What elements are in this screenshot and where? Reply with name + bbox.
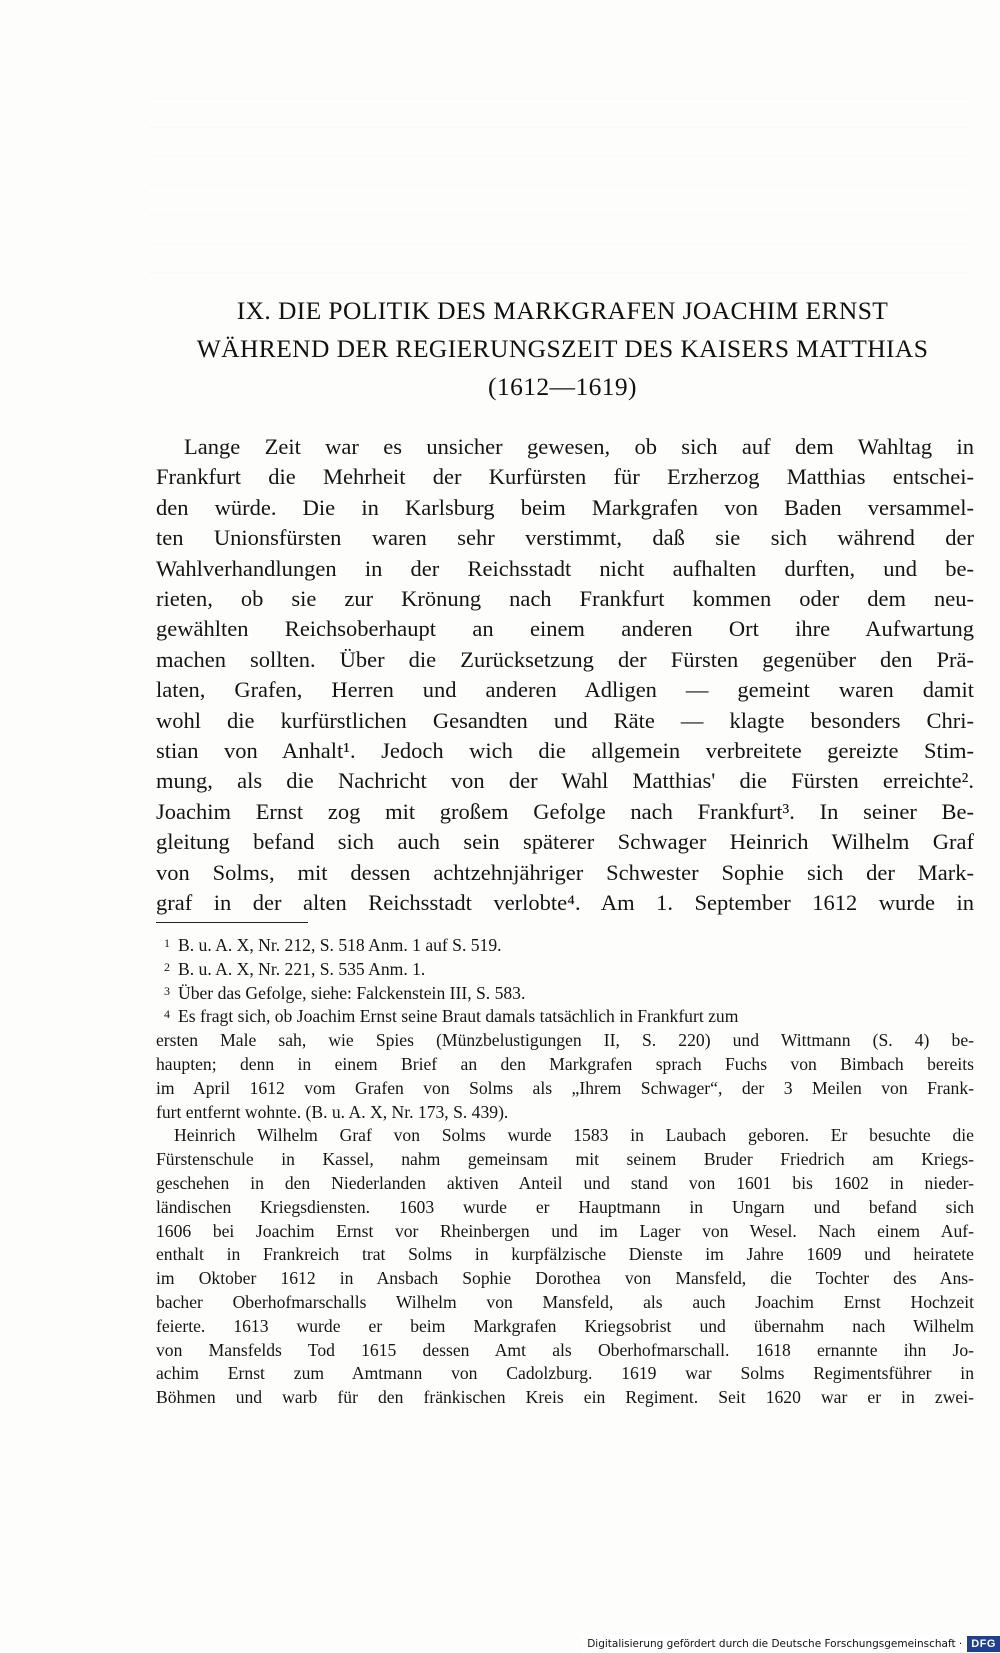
body-line: laten, Grafen, Herren und anderen Adligen — gemeint waren damit xyxy=(156,677,974,703)
footnote-line: achim Ernst zum Amtmann von Cadolzburg. 1619 war Solms Regimentsführer in xyxy=(156,1363,974,1384)
body-paragraph xyxy=(156,432,974,919)
footnotes xyxy=(156,934,974,1410)
body-line: rieten, ob sie zur Krönung nach Frankfurt kommen oder dem neu- xyxy=(156,586,974,612)
footnote-line: geschehen in den Niederlanden aktiven Anteil und stand von 1601 bis 1602 in nieder- xyxy=(156,1172,974,1193)
footnote-line: Fürstenschule in Kassel, nahm gemeinsam mit seinem Bruder Friedrich am Kriegs- xyxy=(156,1149,974,1170)
footnote-text: B. u. A. X, Nr. 221, S. 535 Anm. 1. xyxy=(178,958,426,979)
body-line: gewählten Reichsoberhaupt an einem anderen Ort ihre Aufwartung xyxy=(156,616,974,642)
footnote-number: 3 xyxy=(164,983,170,998)
chapter-title-line-2: WÄHREND DER REGIERUNGSZEIT DES KAISERS MATTHIAS xyxy=(196,334,929,363)
footnote-number: 2 xyxy=(164,959,170,974)
digitization-credit-bar xyxy=(581,1635,1000,1653)
body-line: Lange Zeit war es unsicher gewesen, ob sich auf dem Wahltag in xyxy=(184,434,974,459)
footnote-line: Böhmen und warb für den fränkischen Kreis ein Regiment. Seit 1620 war er in zwei- xyxy=(156,1387,974,1408)
footnote-text: Über das Gefolge, siehe: Falckenstein III, S. 583. xyxy=(178,982,526,1003)
footnote-3 xyxy=(156,982,974,1006)
chapter-title-line-1: IX. DIE POLITIK DES MARKGRAFEN JOACHIM ERNST xyxy=(236,296,889,325)
body-line: Wahlverhandlungen in der Reichsstadt nicht aufhalten durften, und be- xyxy=(156,555,974,581)
footnote-number: 4 xyxy=(164,1007,170,1022)
body-line: Joachim Ernst zog mit großem Gefolge nach Frankfurt³. In seiner Be- xyxy=(156,798,974,824)
footnote-1 xyxy=(156,934,974,958)
footnote-4 xyxy=(156,1005,974,1029)
body-line: ten Unionsfürsten waren sehr verstimmt, daß sie sich während der xyxy=(156,525,974,551)
footnote-text: Es fragt sich, ob Joachim Ernst seine Braut damals tatsächlich in Frankfurt zum xyxy=(178,1006,739,1027)
footnote-line: furt entfernt wohnte. (B. u. A. X, Nr. 173, S. 439). xyxy=(156,1101,509,1122)
funding-credit-text: Digitalisierung gefördert durch die Deutsche Forschungsgemeinschaft · xyxy=(587,1638,963,1650)
bleed-through-shadow xyxy=(150,70,970,280)
footnote-number: 1 xyxy=(164,936,170,950)
body-line: mung, als die Nachricht von der Wahl Matthias' die Fürsten erreichte². xyxy=(156,768,974,794)
body-line: gleitung befand sich auch sein späterer Schwager Heinrich Wilhelm Graf xyxy=(156,829,974,855)
footnote-2 xyxy=(156,958,974,982)
footnote-line: ländischen Kriegsdiensten. 1603 wurde er Hauptmann in Ungarn und befand sich xyxy=(156,1196,974,1217)
footnote-line: ersten Male sah, wie Spies (Münzbelustigungen II, S. 220) und Wittmann (S. 4) be- xyxy=(156,1030,974,1051)
footnote-biography-paragraph xyxy=(156,1124,974,1410)
footnote-line: feierte. 1613 wurde er beim Markgrafen Kriegsobrist und übernahm nach Wilhelm xyxy=(156,1315,974,1336)
footnote-line: enthalt in Frankreich trat Solms in kurpfälzische Dienste im Jahre 1609 und heiratete xyxy=(156,1244,974,1265)
body-line: graf in der alten Reichsstadt verlobte⁴. Am 1. September 1612 wurde in xyxy=(156,890,974,916)
footnote-line: im Oktober 1612 in Ansbach Sophie Dorothea von Mansfeld, die Tochter des Ans- xyxy=(156,1268,974,1289)
dfg-logo: DFG xyxy=(967,1636,1000,1652)
footnote-separator xyxy=(156,922,308,923)
footnote-text: B. u. A. X, Nr. 212, S. 518 Anm. 1 auf S. 519. xyxy=(178,935,502,955)
footnote-line: von Mansfelds Tod 1615 dessen Amt als Oberhofmarschall. 1618 ernannte ihn Jo- xyxy=(156,1339,974,1360)
body-line: Frankfurt die Mehrheit der Kurfürsten für Erzherzog Matthias entschei- xyxy=(156,464,974,490)
footnote-line: bacher Oberhofmarschalls Wilhelm von Mansfeld, als auch Joachim Ernst Hochzeit xyxy=(156,1291,974,1312)
body-line: wohl die kurfürstlichen Gesandten und Räte — klagte besonders Chri- xyxy=(156,707,974,733)
footnote-4-continuation xyxy=(156,1029,974,1124)
body-line: stian von Anhalt¹. Jedoch wich die allgemein verbreitete gereizte Stim- xyxy=(156,738,974,764)
body-line: den würde. Die in Karlsburg beim Markgrafen von Baden versammel- xyxy=(156,494,974,520)
footnote-line: Heinrich Wilhelm Graf von Solms wurde 1583 in Laubach geboren. Er besuchte die xyxy=(174,1125,974,1146)
chapter-heading xyxy=(140,292,985,406)
footnote-line: im April 1612 vom Grafen von Solms als „Ihrem Schwager“, der 3 Meilen von Frank- xyxy=(156,1077,974,1098)
footnote-line: haupten; denn in einem Brief an den Markgrafen sprach Fuchs von Bimbach bereits xyxy=(156,1053,974,1074)
body-line: von Solms, mit dessen achtzehnjähriger Schwester Sophie sich der Mark- xyxy=(156,859,974,885)
footnote-line: 1606 bei Joachim Ernst vor Rheinbergen und im Lager von Wesel. Nach einem Auf- xyxy=(156,1220,974,1241)
chapter-title-dates: (1612—1619) xyxy=(488,372,637,401)
body-line: machen sollten. Über die Zurücksetzung der Fürsten gegenüber den Prä- xyxy=(156,646,974,672)
